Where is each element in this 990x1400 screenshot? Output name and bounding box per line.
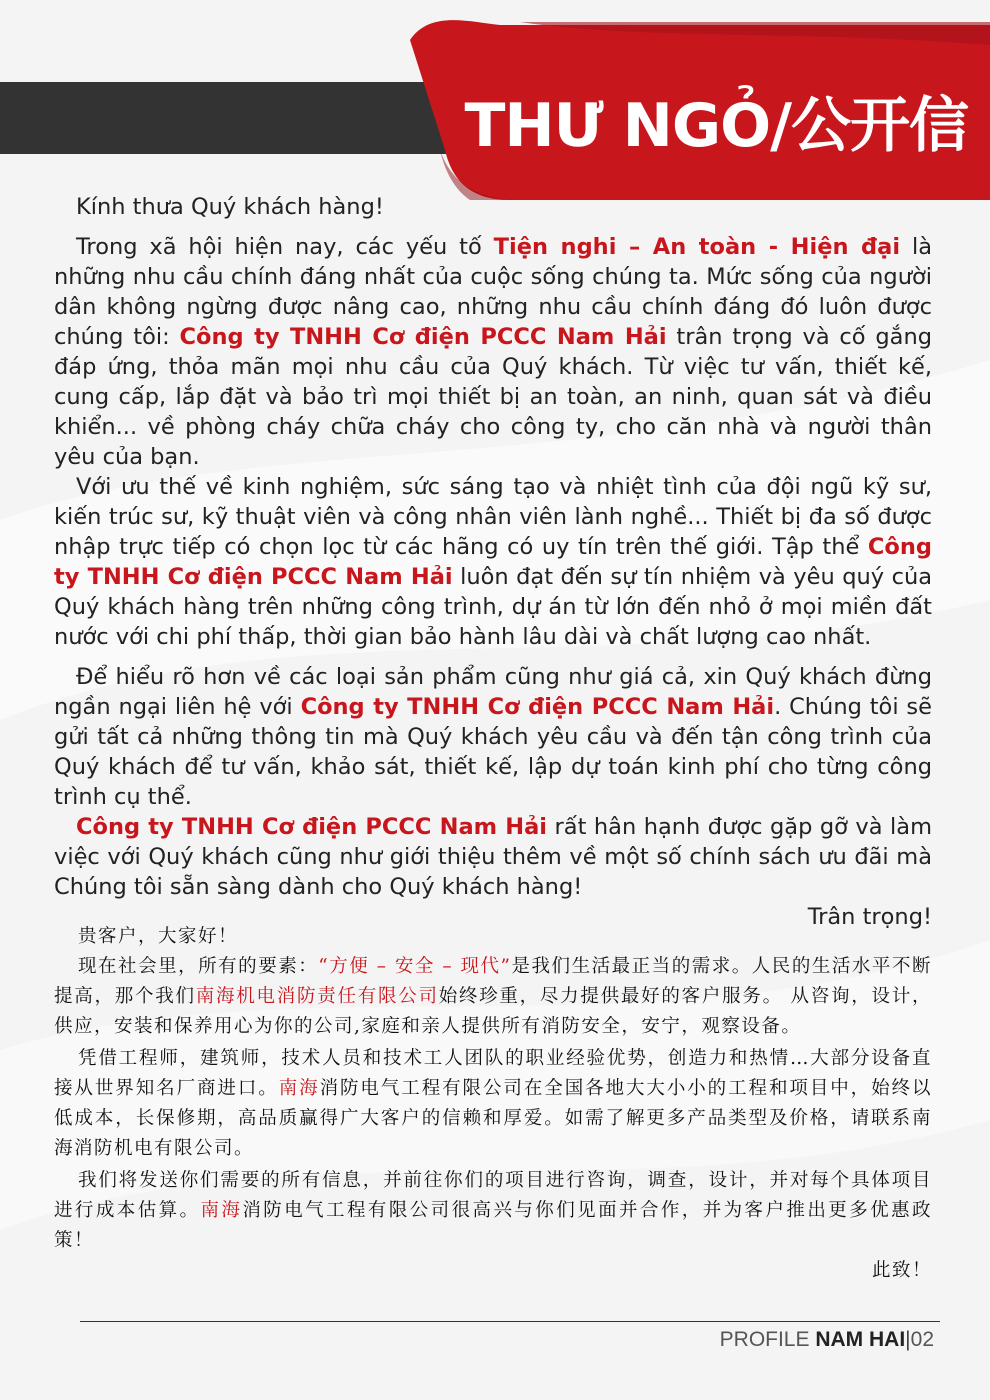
paragraph-cn-2: 凭借工程师，建筑师，技术人员和技术工人团队的职业经验优势，创造力和热情…大部分设备直接从世界知名厂商进口。南海消防电气工程有限公司在全国各地大大小小的工程和项目中，始终以低成本，长保修期，高品质赢得广大客户的信赖和厚爱。如需了解更多产品类型及价格，请联系南海消防机电有限公司。 (54, 1048, 932, 1159)
paragraph-vn-3: Để hiểu rõ hơn về các loại sản phẩm cũng như giá cả, xin Quý khách đừng ngần ngại liên hệ với Công ty TNHH Cơ điện PCCC Nam Hải. Chúng tôi sẽ gửi tất cả những thông tin mà Quý khách yêu cầu và đến tận công trình của Quý khách để tư vấn, khảo sát, thiết kế, lập dự toán kinh phí cho từng công trình cụ thể. (54, 664, 932, 810)
signoff-vn: Trân trọng! (807, 904, 932, 930)
page-title: THƯ NGỎ/公开信 (464, 91, 968, 161)
vietnamese-letter (54, 192, 932, 932)
company-name-cn: 南海机电消防责任有限公司 (195, 986, 439, 1007)
company-name: Công ty TNHH Cơ điện PCCC Nam Hải (54, 534, 932, 590)
chinese-letter (54, 922, 932, 1286)
footer-divider (80, 1321, 940, 1322)
paragraph-vn-4: Công ty TNHH Cơ điện PCCC Nam Hải rất hân hạnh được gặp gỡ và làm việc với Quý khách cũng như giới thiệu thêm về một số chính sách ưu đãi mà Chúng tôi sẵn sàng dành cho Quý khách hàng! (54, 814, 933, 900)
footer-separator: | (905, 1328, 911, 1351)
footer-profile: PROFILE (719, 1328, 810, 1351)
paragraph-vn-2: Với ưu thế về kinh nghiệm, sức sáng tạo và nhiệt tình của đội ngũ kỹ sư, kiến trúc sư, kỹ thuật viên và công nhân viên lành nghề... Thiết bị đa số được nhập trực tiếp có chọn lọc từ các hãng có uy tín trên thế giới. Tập thể Công ty TNHH Cơ điện PCCC Nam Hải luôn đạt đến sự tín nhiệm và yêu quý của Quý khách hàng trên những công trình, dự án từ lớn đến nhỏ ở mọi miền đất nước với chi phí thấp, thời gian bảo hành lâu dài và chất lượng cao nhất. (54, 474, 932, 650)
paragraph-cn-3: 我们将发送你们需要的所有信息，并前往你们的项目进行咨询，调查，设计，并对每个具体项目进行成本估算。南海消防电气工程有限公司很高兴与你们见面并合作，并为客户推出更多优惠政策！ (54, 1170, 932, 1251)
company-name-cn: 南海 (200, 1200, 243, 1221)
paragraph-cn-1: 现在社会里，所有的要素：“方便 – 安全 – 现代”是我们生活最正当的需求。人民的生活水平不断提高，那个我们南海机电消防责任有限公司始终珍重，尽力提供最好的客户服务。 从咨询，设计，供应，安装和保养用心为你的公司,家庭和亲人提供所有消防安全，安宁，观察设备。 (54, 956, 932, 1037)
greeting-vn: Kính thưa Quý khách hàng! (76, 194, 384, 220)
company-name: Công ty TNHH Cơ điện PCCC Nam Hải (179, 324, 667, 350)
paragraph-vn-1: Trong xã hội hiện nay, các yếu tố Tiện nghi – An toàn - Hiện đại là những nhu cầu chính đáng nhất của cuộc sống chúng ta. Mức sống của người dân không ngừng được nâng cao, những nhu cầu chính đáng đó luôn được chúng tôi: Công ty TNHH Cơ điện PCCC Nam Hải trân trọng và cố gắng đáp ứng, thỏa mãn mọi nhu cầu của Quý khách. Từ việc tư vấn, thiết kế, cung cấp, lắp đặt và bảo trì mọi thiết bị an toàn, an ninh, quan sát và điều khiển... về phòng cháy chữa cháy cho công ty, cho căn nhà và người thân yêu của bạn. (54, 234, 932, 470)
footer-company: NAM HAI (815, 1328, 906, 1351)
footer (720, 1328, 934, 1352)
highlight-values: Tiện nghi – An toàn - Hiện đại (493, 234, 901, 260)
highlight-values-cn: “方便 – 安全 – 现代” (318, 956, 512, 977)
company-name: Công ty TNHH Cơ điện PCCC Nam Hải (76, 814, 548, 840)
page-number: 02 (910, 1328, 934, 1351)
signoff-cn: 此致！ (871, 1260, 932, 1281)
greeting-cn: 贵客户，大家好！ (78, 926, 239, 947)
company-name-cn: 南海 (278, 1078, 320, 1099)
company-name: Công ty TNHH Cơ điện PCCC Nam Hải (300, 694, 775, 720)
